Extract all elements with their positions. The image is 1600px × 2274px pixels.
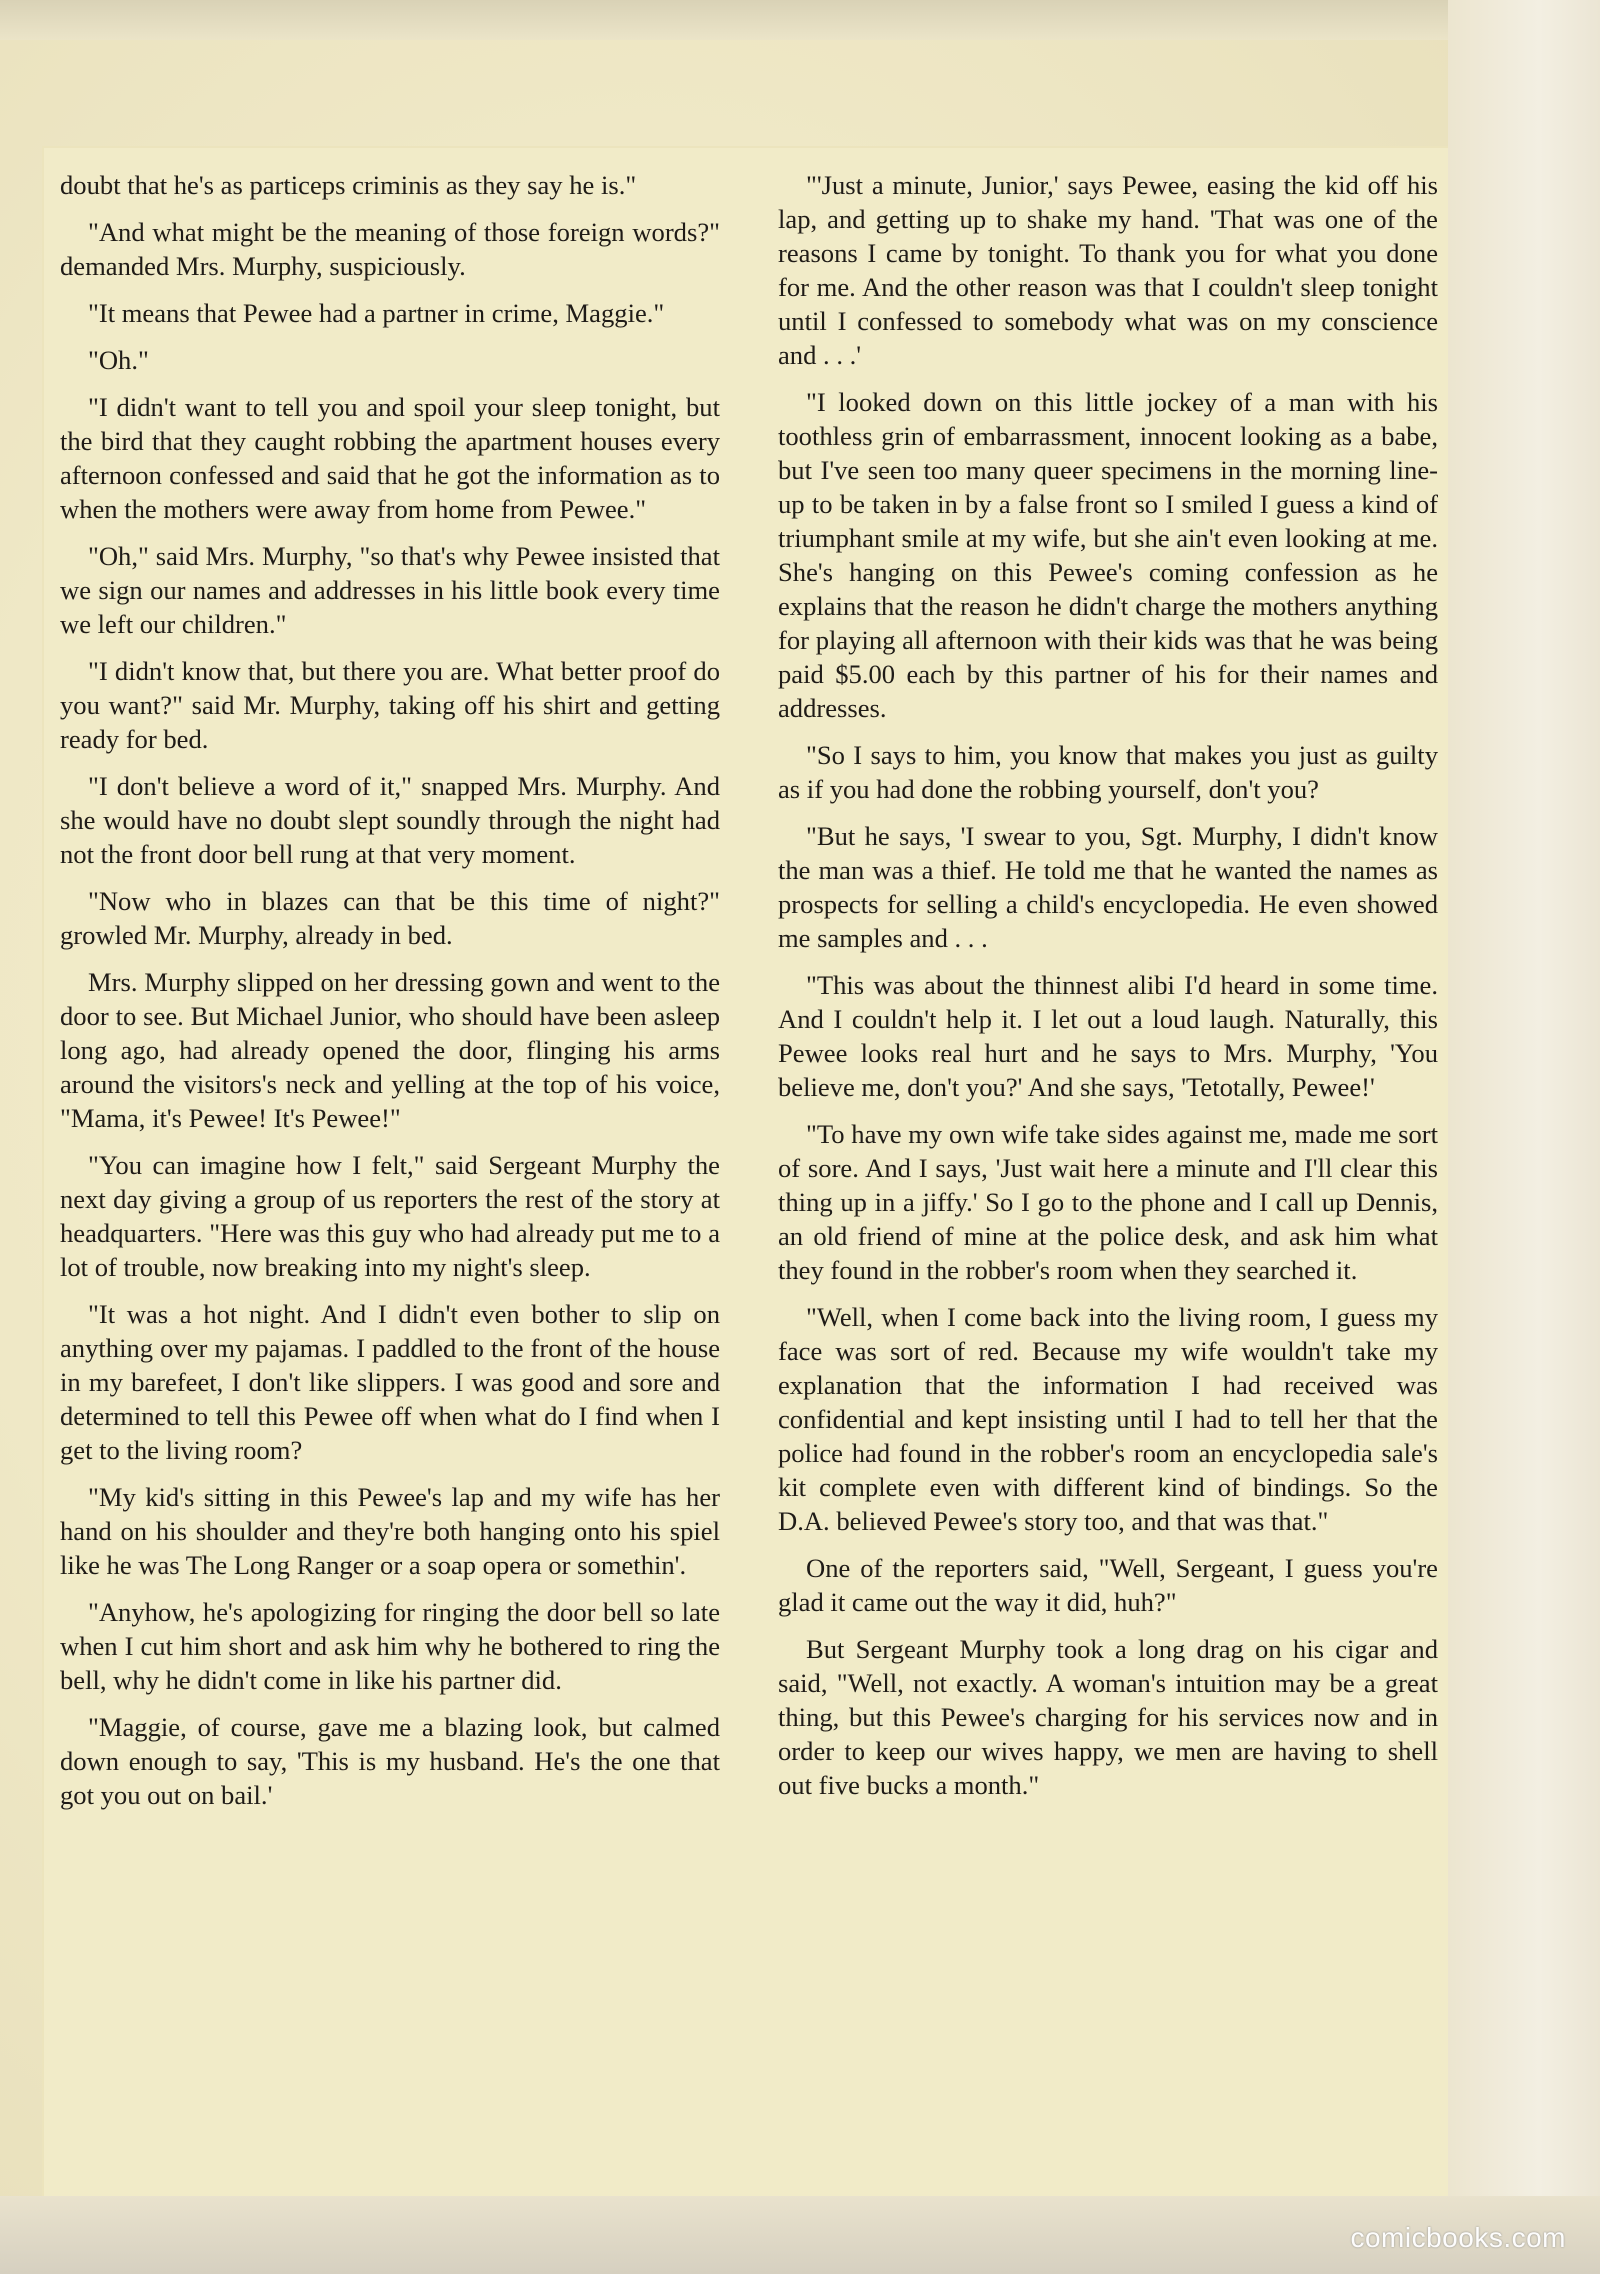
page-right-margin	[1448, 0, 1600, 2274]
paragraph: "Oh," said Mrs. Murphy, "so that's why Pewee insisted that we sign our names and addresses in his little book every time we left our children."	[60, 541, 720, 639]
paragraph: "'Just a minute, Junior,' says Pewee, easing the kid off his lap, and getting up to shake my hand. 'That was one of the reasons I came by tonight. To thank you for what you done for me. And the other reason was that I couldn't sleep tonight until I confessed to somebody what was on my conscience and . . .'	[778, 170, 1438, 370]
paragraph: "So I says to him, you know that makes you just as guilty as if you had done the robbing yourself, don't you?	[778, 740, 1438, 804]
page-top-edge	[0, 0, 1600, 40]
right-text-column	[778, 168, 1438, 1815]
paragraph: Mrs. Murphy slipped on her dressing gown and went to the door to see. But Michael Junior, who should have been asleep long ago, had already opened the door, flinging his arms around the visitors's neck and yelling at the top of his voice, "Mama, it's Pewee! It's Pewee!"	[60, 967, 720, 1133]
paragraph: "It means that Pewee had a partner in crime, Maggie."	[88, 298, 665, 328]
paragraph: "Anyhow, he's apologizing for ringing the door bell so late when I cut him short and ask him why he bothered to ring the bell, why he didn't come in like his partner did.	[60, 1597, 720, 1695]
paragraph: "I looked down on this little jockey of a man with his toothless grin of embarrassment, innocent looking as a babe, but I've seen too many queer specimens in the morning line-up to be taken in by a false front so I smiled I guess a kind of triumphant smile at my wife, but she ain't even looking at me. She's hanging on this Pewee's coming confession as he explains that the reason he didn't charge the mothers anything for playing all afternoon with their kids was that he was being paid $5.00 each by this partner of his for their names and addresses.	[778, 387, 1438, 723]
paragraph: But Sergeant Murphy took a long drag on his cigar and said, "Well, not exactly. A woman's intuition may be a great thing, but this Pewee's charging for his services now and in order to keep our wives happy, we men are having to shell out five bucks a month."	[778, 1634, 1438, 1800]
paragraph: "I don't believe a word of it," snapped Mrs. Murphy. And she would have no doubt slept soundly through the night had not the front door bell rung at that very moment.	[60, 771, 720, 869]
site-watermark: comicbooks.com	[1350, 2222, 1566, 2253]
paragraph: "Well, when I come back into the living room, I guess my face was sort of red. Because my wife wouldn't take my explanation that the information I had received was confidential and kept insisting until I had to tell her that the police had found in the robber's room an encyclopedia sale's kit complete even with different kind of bindings. So the D.A. believed Pewee's story too, and that was that."	[778, 1302, 1438, 1536]
paragraph: "Oh."	[88, 345, 149, 375]
paragraph: "This was about the thinnest alibi I'd heard in some time. And I couldn't help it. I let out a loud laugh. Naturally, this Pewee looks real hurt and he says to Mrs. Murphy, 'You believe me, don't you?' And she says, 'Tetotally, Pewee!'	[778, 970, 1438, 1102]
paragraph: "I didn't know that, but there you are. What better proof do you want?" said Mr. Murphy, taking off his shirt and getting ready for bed.	[60, 656, 720, 754]
paragraph: "I didn't want to tell you and spoil your sleep tonight, but the bird that they caught robbing the apartment houses every afternoon confessed and said that he got the information as to when the mothers were away from home from Pewee."	[60, 392, 720, 524]
paragraph: doubt that he's as particeps criminis as they say he is."	[60, 170, 637, 200]
paragraph: "And what might be the meaning of those foreign words?" demanded Mrs. Murphy, suspiciously.	[60, 217, 720, 281]
paragraph: One of the reporters said, "Well, Sergeant, I guess you're glad it came out the way it did, huh?"	[778, 1553, 1438, 1617]
paragraph: "It was a hot night. And I didn't even bother to slip on anything over my pajamas. I paddled to the front of the house in my barefeet, I don't like slippers. I was good and sore and determined to tell this Pewee off when what do I find when I get to the living room?	[60, 1299, 720, 1465]
paragraph: "To have my own wife take sides against me, made me sort of sore. And I says, 'Just wait here a minute and I'll clear this thing up in a jiffy.' So I go to the phone and I call up Dennis, an old friend of mine at the police desk, and ask him what they found in the robber's room when they searched it.	[778, 1119, 1438, 1285]
paragraph: "Now who in blazes can that be this time of night?" growled Mr. Murphy, already in bed.	[60, 886, 720, 950]
paragraph: "You can imagine how I felt," said Sergeant Murphy the next day giving a group of us reporters the rest of the story at headquarters. "Here was this guy who had already put me to a lot of trouble, now breaking into my night's sleep.	[60, 1150, 720, 1282]
paragraph: "Maggie, of course, gave me a blazing look, but calmed down enough to say, 'This is my husband. He's the one that got you out on bail.'	[60, 1712, 720, 1810]
paragraph: "But he says, 'I swear to you, Sgt. Murphy, I didn't know the man was a thief. He told me that he wanted the names as prospects for selling a child's encyclopedia. He even showed me samples and . . .	[778, 821, 1438, 953]
left-text-column	[60, 168, 720, 1825]
paragraph: "My kid's sitting in this Pewee's lap and my wife has her hand on his shoulder and they're both hanging onto his spiel like he was The Long Ranger or a soap opera or somethin'.	[60, 1482, 720, 1580]
